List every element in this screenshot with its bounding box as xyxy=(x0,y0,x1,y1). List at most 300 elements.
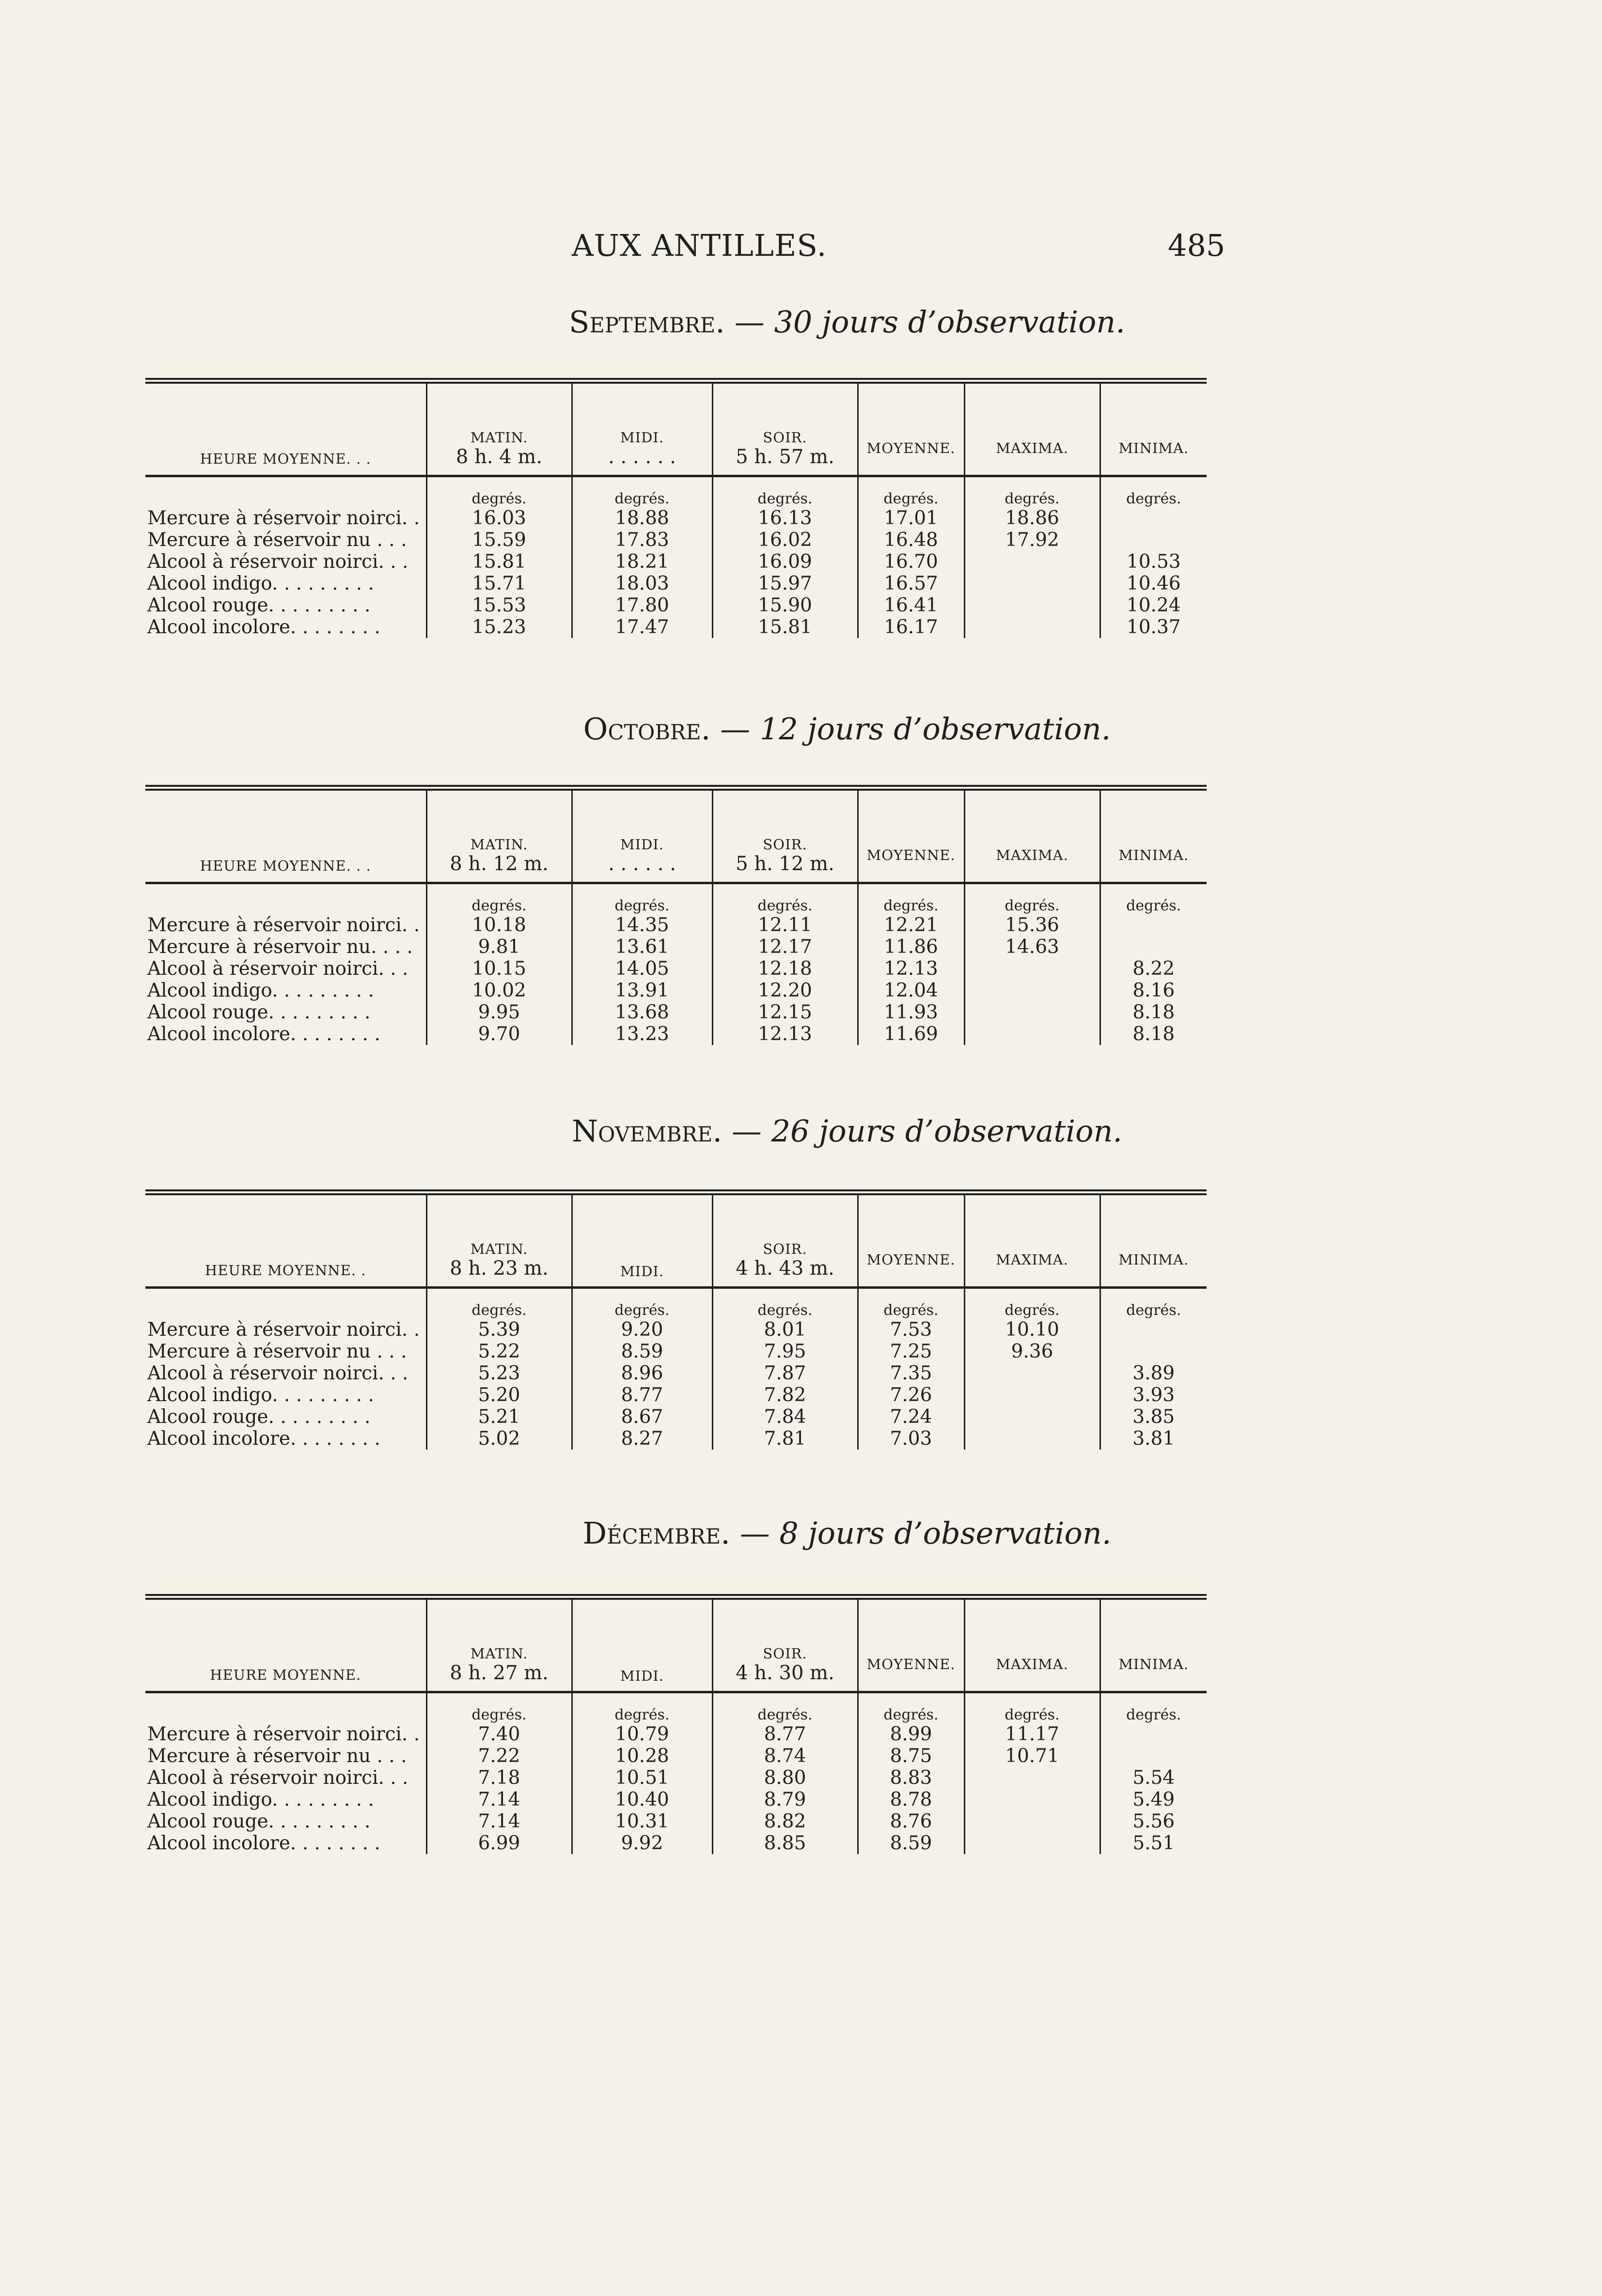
midi-value: 8.77 xyxy=(572,1384,712,1406)
month-title xyxy=(92,300,1602,344)
matin-value: 7.14 xyxy=(426,1789,572,1811)
minima-value xyxy=(1100,507,1207,529)
minima-value: 8.16 xyxy=(1100,980,1207,1001)
table-row xyxy=(145,1319,1207,1341)
maxima-value xyxy=(964,594,1100,616)
midi-value: 17.47 xyxy=(572,616,712,638)
midi-value: 10.31 xyxy=(572,1811,712,1832)
period-header-matin xyxy=(426,381,572,476)
heure-moyenne-label: HEURE MOYENNE. . xyxy=(145,1192,426,1288)
maxima-value: 17.92 xyxy=(964,529,1100,551)
minima-value xyxy=(1100,1745,1207,1767)
thermometer-label: Alcool incolore. . . . . . . . xyxy=(147,1832,380,1854)
moyenne-value: 16.57 xyxy=(858,573,964,594)
period-header-matin xyxy=(426,1192,572,1288)
table-row xyxy=(145,551,1207,573)
moyenne-value: 8.76 xyxy=(858,1811,964,1832)
midi-value: 18.88 xyxy=(572,507,712,529)
units-label: degrés. xyxy=(572,476,712,508)
matin-value: 7.40 xyxy=(426,1723,572,1745)
soir-time: 4 h. 43 m. xyxy=(736,1257,834,1280)
period-header-midi xyxy=(572,788,712,883)
units-label: degrés. xyxy=(858,1692,964,1724)
period-header-soir xyxy=(712,1597,858,1692)
maxima-value: 9.36 xyxy=(964,1341,1100,1362)
units-blank xyxy=(145,1692,426,1724)
minima-value xyxy=(1100,936,1207,958)
page-number: 485 xyxy=(1168,228,1225,263)
moyenne-value: 11.86 xyxy=(858,936,964,958)
soir-value: 12.20 xyxy=(712,980,858,1001)
heure-moyenne-label: HEURE MOYENNE. . . xyxy=(145,381,426,476)
table-row xyxy=(145,1811,1207,1832)
moyenne-value: 7.26 xyxy=(858,1384,964,1406)
midi-value: 14.35 xyxy=(572,914,712,936)
moyenne-value: 11.69 xyxy=(858,1023,964,1045)
matin-time: 8 h. 27 m. xyxy=(450,1662,549,1684)
matin-value: 10.15 xyxy=(426,958,572,980)
minima-value xyxy=(1100,914,1207,936)
minima-value: 3.81 xyxy=(1100,1428,1207,1450)
soir-value: 7.82 xyxy=(712,1384,858,1406)
matin-value: 5.23 xyxy=(426,1362,572,1384)
units-label: degrés. xyxy=(712,883,858,915)
observation-days: — 12 jours d’observation. xyxy=(720,711,1111,747)
thermometer-label: Alcool à réservoir noirci. . . xyxy=(147,958,408,980)
maxima-header: MAXIMA. xyxy=(964,1597,1100,1692)
thermometer-label: Mercure à réservoir nu . . . xyxy=(147,529,407,551)
soir-value: 7.95 xyxy=(712,1341,858,1362)
table-row xyxy=(145,594,1207,616)
table-row xyxy=(145,936,1207,958)
soir-value: 15.81 xyxy=(712,616,858,638)
maxima-value xyxy=(964,573,1100,594)
matin-value: 7.22 xyxy=(426,1745,572,1767)
soir-time: 5 h. 57 m. xyxy=(736,446,834,468)
month-title xyxy=(92,1109,1602,1153)
table-row xyxy=(145,1001,1207,1023)
matin-value: 6.99 xyxy=(426,1832,572,1854)
units-blank xyxy=(145,1288,426,1319)
minima-value: 3.89 xyxy=(1100,1362,1207,1384)
matin-value: 7.18 xyxy=(426,1767,572,1789)
midi-value: 13.61 xyxy=(572,936,712,958)
units-label: degrés. xyxy=(1100,883,1207,915)
moyenne-header: MOYENNE. xyxy=(858,788,964,883)
maxima-value xyxy=(964,1428,1100,1450)
table-row xyxy=(145,1023,1207,1045)
moyenne-header: MOYENNE. xyxy=(858,381,964,476)
matin-label: MATIN. xyxy=(470,1645,528,1662)
units-label: degrés. xyxy=(712,476,858,508)
table-row xyxy=(145,1406,1207,1428)
soir-value: 7.84 xyxy=(712,1406,858,1428)
period-header-matin xyxy=(426,788,572,883)
maxima-value xyxy=(964,616,1100,638)
soir-time: 4 h. 30 m. xyxy=(736,1662,834,1684)
maxima-value: 10.71 xyxy=(964,1745,1100,1767)
matin-value: 10.02 xyxy=(426,980,572,1001)
heure-moyenne-label: HEURE MOYENNE. xyxy=(145,1597,426,1692)
midi-value: 13.91 xyxy=(572,980,712,1001)
moyenne-value: 8.83 xyxy=(858,1767,964,1789)
units-label: degrés. xyxy=(964,883,1100,915)
moyenne-value: 16.48 xyxy=(858,529,964,551)
minima-header: MINIMA. xyxy=(1100,1192,1207,1288)
maxima-value xyxy=(964,1023,1100,1045)
moyenne-header: MOYENNE. xyxy=(858,1597,964,1692)
thermometer-label: Alcool rouge. . . . . . . . . xyxy=(147,1001,371,1023)
maxima-header: MAXIMA. xyxy=(964,1192,1100,1288)
units-blank xyxy=(145,883,426,915)
minima-value xyxy=(1100,529,1207,551)
units-blank xyxy=(145,476,426,508)
midi-value: 8.59 xyxy=(572,1341,712,1362)
table-row xyxy=(145,1384,1207,1406)
period-header-soir xyxy=(712,381,858,476)
maxima-value xyxy=(964,1832,1100,1854)
minima-value xyxy=(1100,1319,1207,1341)
maxima-value xyxy=(964,1789,1100,1811)
matin-value: 15.23 xyxy=(426,616,572,638)
matin-value: 10.18 xyxy=(426,914,572,936)
thermometer-label: Alcool rouge. . . . . . . . . xyxy=(147,1406,371,1428)
minima-value: 5.56 xyxy=(1100,1811,1207,1832)
thermometer-label: Alcool indigo. . . . . . . . . xyxy=(147,980,374,1001)
soir-value: 8.82 xyxy=(712,1811,858,1832)
midi-value: 9.92 xyxy=(572,1832,712,1854)
units-label: degrés. xyxy=(1100,1692,1207,1724)
soir-label: SOIR. xyxy=(763,1241,807,1257)
matin-value: 9.81 xyxy=(426,936,572,958)
midi-label: MIDI. xyxy=(620,836,664,853)
observation-table xyxy=(145,785,1207,1045)
thermometer-label: Alcool incolore. . . . . . . . xyxy=(147,1023,380,1045)
thermometer-label: Alcool rouge. . . . . . . . . xyxy=(147,1811,371,1832)
moyenne-value: 16.70 xyxy=(858,551,964,573)
month-name: Novembre. xyxy=(571,1113,722,1149)
units-row xyxy=(145,1288,1207,1319)
units-label: degrés. xyxy=(964,1692,1100,1724)
matin-value: 7.14 xyxy=(426,1811,572,1832)
table-row xyxy=(145,573,1207,594)
maxima-value: 11.17 xyxy=(964,1723,1100,1745)
matin-value: 5.21 xyxy=(426,1406,572,1428)
units-label: degrés. xyxy=(1100,476,1207,508)
maxima-value xyxy=(964,980,1100,1001)
table-row xyxy=(145,1362,1207,1384)
section-2 xyxy=(0,1109,1602,1153)
moyenne-value: 7.25 xyxy=(858,1341,964,1362)
maxima-value xyxy=(964,551,1100,573)
minima-value: 3.93 xyxy=(1100,1384,1207,1406)
month-name: Décembre. xyxy=(582,1515,730,1551)
thermometer-label: Mercure à réservoir noirci. . xyxy=(147,1319,420,1341)
maxima-value xyxy=(964,1767,1100,1789)
section-0 xyxy=(0,300,1602,344)
running-head xyxy=(0,228,1602,266)
midi-value: 8.96 xyxy=(572,1362,712,1384)
matin-value: 15.81 xyxy=(426,551,572,573)
maxima-value xyxy=(964,1362,1100,1384)
soir-value: 12.11 xyxy=(712,914,858,936)
matin-value: 9.70 xyxy=(426,1023,572,1045)
midi-value: 10.51 xyxy=(572,1767,712,1789)
midi-label: MIDI. xyxy=(620,429,664,446)
table-row xyxy=(145,1789,1207,1811)
midi-label: MIDI. xyxy=(620,1668,664,1684)
minima-value: 5.49 xyxy=(1100,1789,1207,1811)
matin-value: 9.95 xyxy=(426,1001,572,1023)
soir-value: 12.18 xyxy=(712,958,858,980)
table-row xyxy=(145,529,1207,551)
table-row xyxy=(145,1745,1207,1767)
period-header-soir xyxy=(712,788,858,883)
minima-header: MINIMA. xyxy=(1100,1597,1207,1692)
soir-value: 12.17 xyxy=(712,936,858,958)
thermometer-label: Mercure à réservoir nu . . . xyxy=(147,1745,407,1767)
thermometer-label: Alcool indigo. . . . . . . . . xyxy=(147,1384,374,1406)
minima-value: 8.18 xyxy=(1100,1001,1207,1023)
matin-value: 15.71 xyxy=(426,573,572,594)
maxima-header: MAXIMA. xyxy=(964,788,1100,883)
units-label: degrés. xyxy=(572,1288,712,1319)
soir-value: 8.01 xyxy=(712,1319,858,1341)
table-row xyxy=(145,1341,1207,1362)
header-row xyxy=(145,788,1207,883)
matin-value: 16.03 xyxy=(426,507,572,529)
table-row xyxy=(145,914,1207,936)
table-row xyxy=(145,1767,1207,1789)
observation-table xyxy=(145,1189,1207,1450)
midi-value: 9.20 xyxy=(572,1319,712,1341)
month-title xyxy=(92,1512,1602,1555)
moyenne-value: 17.01 xyxy=(858,507,964,529)
matin-value: 15.59 xyxy=(426,529,572,551)
units-label: degrés. xyxy=(426,883,572,915)
header-row xyxy=(145,1192,1207,1288)
period-header-midi xyxy=(572,381,712,476)
month-title xyxy=(92,707,1602,751)
table-row xyxy=(145,980,1207,1001)
observation-days: — 30 jours d’observation. xyxy=(734,304,1125,340)
moyenne-value: 16.17 xyxy=(858,616,964,638)
moyenne-value: 7.53 xyxy=(858,1319,964,1341)
thermometer-label: Alcool à réservoir noirci. . . xyxy=(147,1362,408,1384)
soir-value: 12.15 xyxy=(712,1001,858,1023)
minima-value: 5.54 xyxy=(1100,1767,1207,1789)
maxima-value: 10.10 xyxy=(964,1319,1100,1341)
minima-value xyxy=(1100,1341,1207,1362)
period-header-soir xyxy=(712,1192,858,1288)
minima-header: MINIMA. xyxy=(1100,788,1207,883)
midi-value: 17.83 xyxy=(572,529,712,551)
units-label: degrés. xyxy=(712,1288,858,1319)
moyenne-value: 16.41 xyxy=(858,594,964,616)
soir-value: 12.13 xyxy=(712,1023,858,1045)
table-row xyxy=(145,1723,1207,1745)
soir-value: 7.81 xyxy=(712,1428,858,1450)
soir-value: 15.90 xyxy=(712,594,858,616)
units-label: degrés. xyxy=(426,1692,572,1724)
soir-label: SOIR. xyxy=(763,836,807,853)
units-label: degrés. xyxy=(572,883,712,915)
maxima-value: 18.86 xyxy=(964,507,1100,529)
midi-value: 8.27 xyxy=(572,1428,712,1450)
units-row xyxy=(145,1692,1207,1724)
thermometer-label: Mercure à réservoir nu. . . . xyxy=(147,936,413,958)
thermometer-label: Alcool indigo. . . . . . . . . xyxy=(147,1789,374,1811)
table-row xyxy=(145,1832,1207,1854)
midi-value: 8.67 xyxy=(572,1406,712,1428)
maxima-value xyxy=(964,1384,1100,1406)
maxima-value xyxy=(964,1001,1100,1023)
matin-time: 8 h. 12 m. xyxy=(450,853,549,875)
moyenne-value: 12.21 xyxy=(858,914,964,936)
moyenne-value: 8.99 xyxy=(858,1723,964,1745)
month-name: Septembre. xyxy=(569,304,725,340)
units-label: degrés. xyxy=(858,476,964,508)
matin-value: 5.39 xyxy=(426,1319,572,1341)
moyenne-value: 8.75 xyxy=(858,1745,964,1767)
soir-value: 7.87 xyxy=(712,1362,858,1384)
midi-value: 18.03 xyxy=(572,573,712,594)
table-row xyxy=(145,958,1207,980)
maxima-value: 14.63 xyxy=(964,936,1100,958)
observation-table xyxy=(145,1594,1207,1854)
month-name: Octobre. xyxy=(583,711,711,747)
soir-value: 8.79 xyxy=(712,1789,858,1811)
units-label: degrés. xyxy=(964,476,1100,508)
soir-value: 8.74 xyxy=(712,1745,858,1767)
soir-value: 16.13 xyxy=(712,507,858,529)
midi-value: 10.40 xyxy=(572,1789,712,1811)
thermometer-label: Mercure à réservoir noirci. . xyxy=(147,1723,420,1745)
thermometer-label: Alcool incolore. . . . . . . . xyxy=(147,616,380,638)
soir-time: 5 h. 12 m. xyxy=(736,853,834,875)
soir-label: SOIR. xyxy=(763,429,807,446)
minima-value: 10.53 xyxy=(1100,551,1207,573)
table-row xyxy=(145,1428,1207,1450)
moyenne-value: 7.03 xyxy=(858,1428,964,1450)
minima-value: 10.46 xyxy=(1100,573,1207,594)
observation-days: — 8 jours d’observation. xyxy=(739,1515,1112,1551)
soir-value: 8.85 xyxy=(712,1832,858,1854)
period-header-midi xyxy=(572,1597,712,1692)
thermometer-label: Alcool à réservoir noirci. . . xyxy=(147,1767,408,1789)
running-title: AUX ANTILLES. xyxy=(572,228,827,263)
thermometer-label: Alcool à réservoir noirci. . . xyxy=(147,551,408,573)
units-label: degrés. xyxy=(712,1692,858,1724)
units-label: degrés. xyxy=(572,1692,712,1724)
period-header-midi xyxy=(572,1192,712,1288)
soir-value: 16.02 xyxy=(712,529,858,551)
observation-table xyxy=(145,378,1207,638)
soir-value: 8.77 xyxy=(712,1723,858,1745)
thermometer-label: Alcool indigo. . . . . . . . . xyxy=(147,573,374,594)
units-label: degrés. xyxy=(964,1288,1100,1319)
header-row xyxy=(145,1597,1207,1692)
minima-value: 10.24 xyxy=(1100,594,1207,616)
midi-value: 10.79 xyxy=(572,1723,712,1745)
units-label: degrés. xyxy=(858,1288,964,1319)
matin-time: 8 h. 23 m. xyxy=(450,1257,549,1280)
minima-header: MINIMA. xyxy=(1100,381,1207,476)
maxima-value: 15.36 xyxy=(964,914,1100,936)
midi-value: 18.21 xyxy=(572,551,712,573)
thermometer-label: Alcool rouge. . . . . . . . . xyxy=(147,594,371,616)
heure-moyenne-label: HEURE MOYENNE. . . xyxy=(145,788,426,883)
moyenne-value: 8.59 xyxy=(858,1832,964,1854)
section-1 xyxy=(0,707,1602,751)
midi-value: 17.80 xyxy=(572,594,712,616)
minima-value: 5.51 xyxy=(1100,1832,1207,1854)
observation-days: — 26 jours d’observation. xyxy=(731,1113,1123,1149)
minima-value xyxy=(1100,1723,1207,1745)
units-label: degrés. xyxy=(1100,1288,1207,1319)
period-header-matin xyxy=(426,1597,572,1692)
thermometer-label: Mercure à réservoir noirci. . xyxy=(147,507,420,529)
matin-value: 15.53 xyxy=(426,594,572,616)
maxima-value xyxy=(964,1811,1100,1832)
midi-value: 10.28 xyxy=(572,1745,712,1767)
maxima-value xyxy=(964,958,1100,980)
thermometer-label: Mercure à réservoir noirci. . xyxy=(147,914,420,936)
minima-value: 3.85 xyxy=(1100,1406,1207,1428)
midi-value: 13.68 xyxy=(572,1001,712,1023)
matin-time: 8 h. 4 m. xyxy=(455,446,543,468)
midi-time: . . . . . . xyxy=(608,446,676,468)
header-row xyxy=(145,381,1207,476)
midi-time: . . . . . . xyxy=(608,853,676,875)
thermometer-label: Mercure à réservoir nu . . . xyxy=(147,1341,407,1362)
matin-value: 5.22 xyxy=(426,1341,572,1362)
units-row xyxy=(145,476,1207,508)
table-row xyxy=(145,507,1207,529)
midi-value: 14.05 xyxy=(572,958,712,980)
moyenne-value: 12.13 xyxy=(858,958,964,980)
moyenne-value: 7.35 xyxy=(858,1362,964,1384)
matin-label: MATIN. xyxy=(470,1241,528,1257)
moyenne-header: MOYENNE. xyxy=(858,1192,964,1288)
moyenne-value: 11.93 xyxy=(858,1001,964,1023)
maxima-header: MAXIMA. xyxy=(964,381,1100,476)
thermometer-label: Alcool incolore. . . . . . . . xyxy=(147,1428,380,1450)
matin-value: 5.02 xyxy=(426,1428,572,1450)
matin-label: MATIN. xyxy=(470,429,528,446)
units-label: degrés. xyxy=(426,476,572,508)
midi-label: MIDI. xyxy=(620,1263,664,1280)
minima-value: 10.37 xyxy=(1100,616,1207,638)
moyenne-value: 8.78 xyxy=(858,1789,964,1811)
minima-value: 8.18 xyxy=(1100,1023,1207,1045)
moyenne-value: 7.24 xyxy=(858,1406,964,1428)
soir-label: SOIR. xyxy=(763,1645,807,1662)
minima-value: 8.22 xyxy=(1100,958,1207,980)
maxima-value xyxy=(964,1406,1100,1428)
soir-value: 15.97 xyxy=(712,573,858,594)
moyenne-value: 12.04 xyxy=(858,980,964,1001)
table-row xyxy=(145,616,1207,638)
soir-value: 8.80 xyxy=(712,1767,858,1789)
matin-value: 5.20 xyxy=(426,1384,572,1406)
matin-label: MATIN. xyxy=(470,836,528,853)
units-label: degrés. xyxy=(426,1288,572,1319)
units-row xyxy=(145,883,1207,915)
section-3 xyxy=(0,1512,1602,1555)
soir-value: 16.09 xyxy=(712,551,858,573)
units-label: degrés. xyxy=(858,883,964,915)
